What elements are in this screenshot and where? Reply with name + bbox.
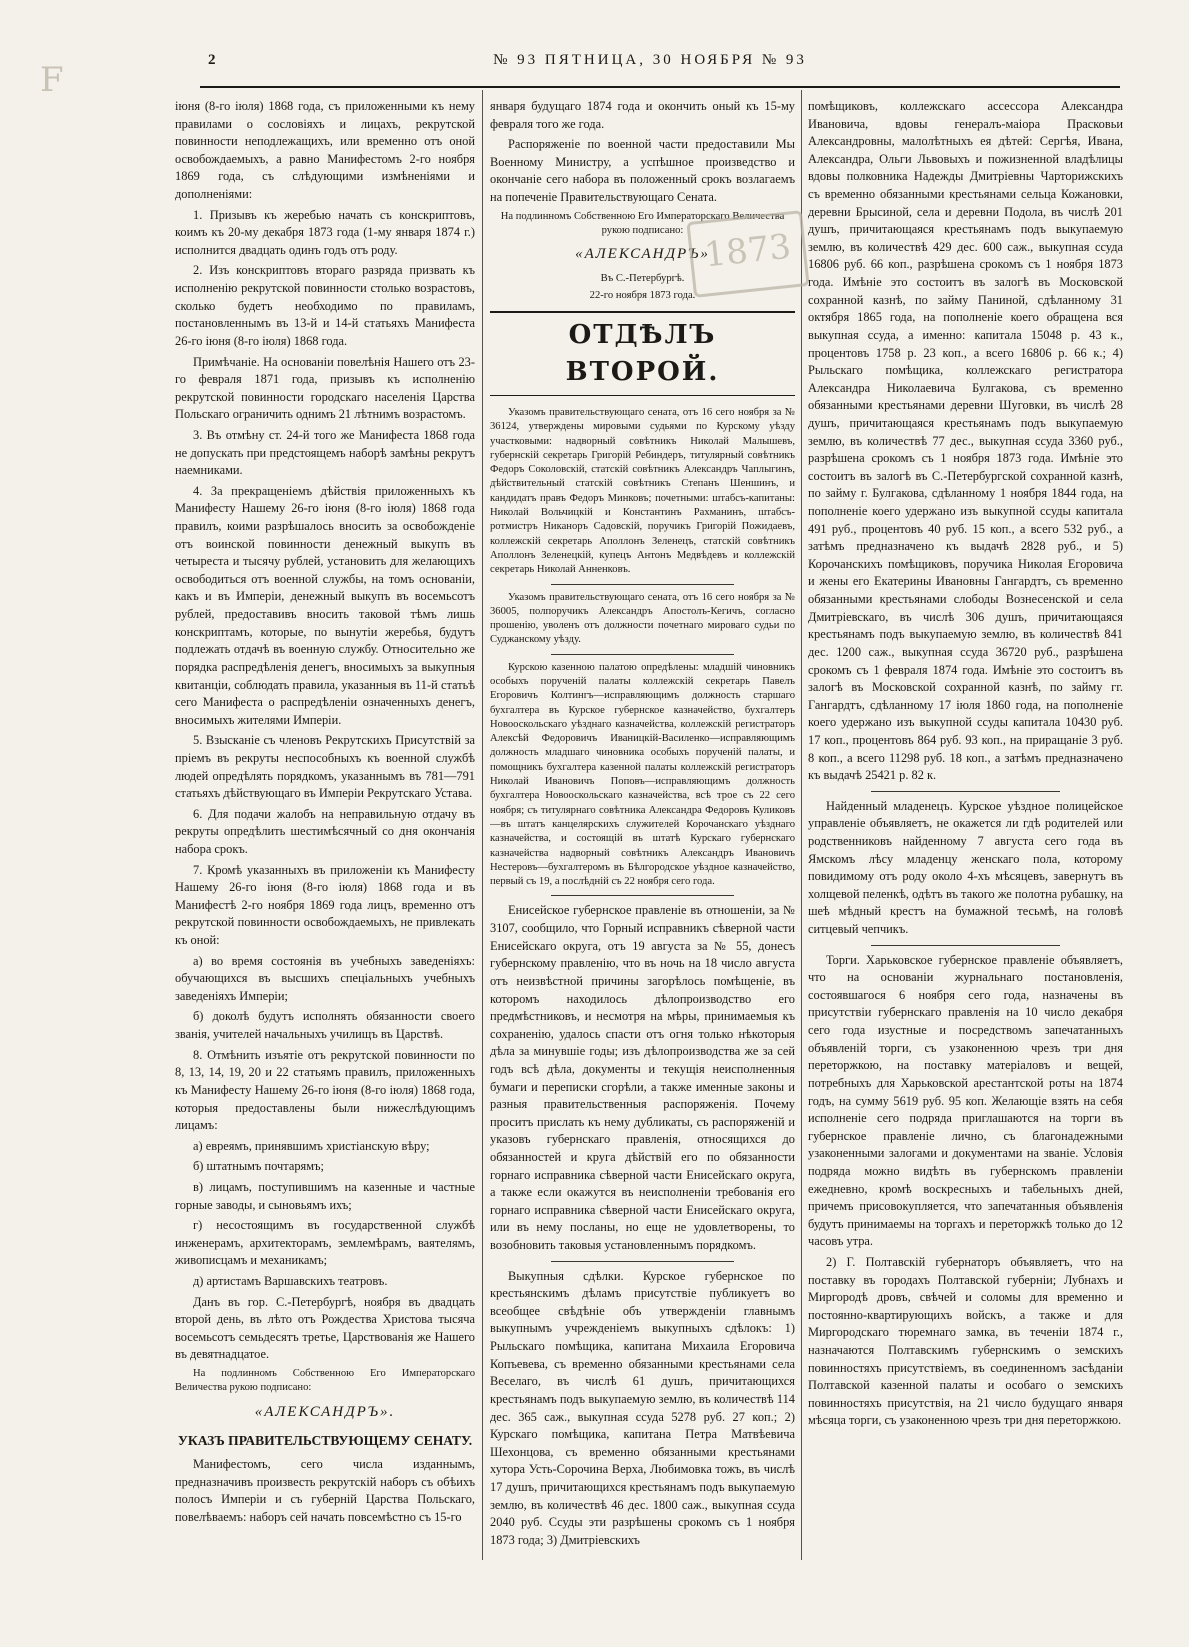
paragraph: Примѣчаніе. На основаніи повелѣнія Нашего отъ 23-го февраля 1871 года, призывъ къ исполненію рекрутской повинности городскаго населенія Царства Польскаго ограничить однимъ 21 лѣтнимъ возрастомъ. (175, 354, 475, 422)
paragraph: Выкупныя сдѣлки. Курское губернское по крестьянскимъ дѣламъ присутствіе публикуетъ во всеобщее свѣдѣніе объ утвержденіи главнымъ выкупнымъ учрежденіемъ выкупныхъ сдѣлокъ: 1) Рыльскаго помѣщика, капитана Михаила Егоровича Копъевева, съ временно обязанными крестьянами села Веселаго, въ числѣ 61 душъ, причитающихся крестьянамъ подъ выкупаемую землю, въ количествѣ 114 дес. 365 саж., выкупная ссуда 5278 руб. 27 коп.; 2) Курскаго помѣщика, капитана Петра Матвѣевича Шехонцова, съ временно обязанными крестьянами хутора Усть-Сорочина Верха, Любимовка тожъ, въ числѣ 17 душъ, причитающихся крестьянамъ подъ выкупаемую землю, въ количествѣ 46 дес. 1800 саж., выкупная ссуда 2040 руб. Ссуды эти разрѣшены срокомъ съ 1 ноября 1873 года; 3) Дмитріевскихъ (490, 1268, 795, 1547)
paragraph: б) доколѣ будутъ исполнять обязанности своего званія, учителей начальныхъ училищъ въ Царствѣ. (175, 1009, 475, 1042)
page-header (180, 46, 1120, 74)
signature: «АЛЕКСАНДРЪ» (575, 246, 710, 263)
list-item: г) несостоящимъ въ государственной службѣ инженерамъ, архитекторамъ, землемѣрамъ, ваятелямъ, живописцамъ и механикамъ; (175, 1218, 475, 1268)
paragraph: Манифестомъ, сего числа изданнымъ, предназначивъ произвесть рекрутскій наборъ съ обѣихъ полосъ Имперіи и съ губерній Царства Польскаго, повелѣваемъ: наборъ сей начать повсемѣстно съ 15-го (175, 1457, 475, 1525)
paragraph: Указомъ правительствующаго сената, отъ 16 сего ноября за № 36005, полпоручикъ Александръ Апостолъ-Кегичъ, согласно прошенію, уволенъ отъ должности почетнаго мироваго судьи по Суджанскому уѣзду. (490, 591, 795, 646)
paragraph: Данъ въ гор. С.-Петербургѣ, ноября въ двадцать второй день, въ лѣто отъ Рождества Христова тысяча восемьсотъ семьдесятъ третье, Царствованія же Нашего въ девятнадцатое. (175, 1294, 475, 1362)
paragraph: помѣщиковъ, коллежскаго ассессора Александра Ивановича, вдовы генералъ-маіора Прасковьи Александровны, малолѣтныхъ ея дѣтей: Сергѣя, Ивана, Александра, Ольги Львовыхъ и пожизненной владѣлицы вдовы полковника Надежды Дмитріевны Чарторижскихъ съ временно обязанными крестьянами сельца Кожановки, деревни Брысиной, села и деревни Подола, въ числѣ 201 душъ, причитающаяся крестьянамъ подъ выкупаемую землю, въ количествѣ 429 дес. 600 саж., выкупная ссуда 16806 руб. 66 коп., разрѣшена срокомъ съ 1 ноября 1873 года. Имѣніе это состоитъ въ залогѣ въ Московской сохранной казнѣ, по займу Паниной, сдѣланному 31 октября 1865 года, на пополненіе коего обращена вся выкупная ссуда, а именно: капитала 15048 р. 43 к., процентовъ 1758 р. 23 коп., а всего 16806 р. 66 к.; 4) Рыльскаго помѣщика, коллежскаго регистратора Александра Николаевича Булгакова, съ временно обязанными крестьянами деревни Шуговки, въ числѣ 28 душъ, причитающаяся крестьянамъ подъ выкупаемую землю, въ количествѣ 77 дес., выкупная ссуда 3360 руб., разрѣшена срокомъ съ 1 ноября 1873 года. Имѣніе это состоитъ въ залогѣ въ С.-Петербургской сохранной казнѣ, по займу г. Булгакова, сдѣланному 1 ноября 1844 года, на пополненіе коего удержано изъ выкупной ссуды капитала 491 руб., процентовъ 40 руб. 15 коп., а всего 532 руб., а затѣмъ предназначено къ выдачѣ 2828 руб., и 5) Корочанскихъ помѣщиковъ, поручика Николая Егоровича и жены его Екатерины Ивановны Гангардтъ, съ временно обязанными крестьянами слободы Вознесенской и села Дмитріевскаго, въ числѣ 306 душъ, причитающаяся крестьянамъ подъ выкупаемую землю, въ количествѣ 841 дес. 1200 саж., выкупная ссуда 36720 руб., разрѣшена срокомъ съ 1 февраля 1874 года. Имѣніе это состоитъ въ залогѣ въ Московской сохранной казнѣ, по займу гг. Гангардтъ, сдѣланному 17 іюля 1860 года, на пополненіе коего удержано изъ выкупной ссуды капитала 10430 руб. 17 коп., процентовъ 864 руб. 93 коп., на приращаніе 3 руб. 8 коп., а всего 11298 руб. 18 коп., а затѣмъ предназначено къ выдачѣ 25421 р. 82 к. (808, 99, 1123, 783)
paragraph: 4. За прекращеніемъ дѣйствія приложенныхъ къ Манифесту Нашему 26-го іюня (8-го іюля) 1868 года правилъ, коими разрѣшалось вносить за освобожденіе отъ воинской повинности денежный выкупъ въ четыреста и тысячу рублей, установить для желающихъ освободиться отъ военной службы, на томъ основаніи, какъ и въ Имперіи, денежный выкупъ въ восемьсотъ рублей, предоставивъ вносить таковой тѣмъ лишь конскриптамъ, которые, по вынутіи жеребья, будутъ подлежать отдачѣ въ военную службу. Относительно же порядка распредѣленія денегъ, вносимыхъ за выкупныя квитанціи, соблюдать правила, указанныя въ 11-й статьѣ сего Манифеста о распредѣленіи означенныхъ денегъ, вносимыхъ жителями Имперіи. (175, 483, 475, 727)
divider (871, 945, 1060, 946)
column-right (808, 98, 1123, 1588)
paragraph: а) во время состоянія въ учебныхъ заведеніяхъ: обучающихся въ высшихъ спеціальныхъ учебныхъ заведеніяхъ Имперіи; (175, 953, 475, 1003)
column-left (175, 98, 475, 1588)
stamp: 1873 (686, 210, 809, 298)
signature: «АЛЕКСАНДРЪ». (254, 1403, 396, 1420)
paragraph: 2. Изъ конскриптовъ втораго разряда призвать къ исполненію рекрутской повинности столько возрастовъ, сколько будетъ необходимо по правиламъ, постановленнымъ въ 13-й и 14-й статьяхъ Манифеста 26-го іюня (8-го іюля) 1868 года. (175, 263, 475, 348)
list-item: б) штатнымъ почтарямъ; (193, 1159, 324, 1174)
date: 22-го ноября 1873 года. (589, 289, 696, 301)
paragraph: Распоряженіе по военной части предоставили Мы Военному Министру, а успѣшное произведство и окончаніе сего набора въ положенный срокъ возлагаемъ на попеченіе Правительствующаго Сената. (490, 137, 795, 205)
paragraph: 7. Кромѣ указанныхъ въ приложеніи къ Манифесту Нашему 26-го іюня (8-го іюля) 1868 года и въ Манифестѣ 2-го ноября 1869 года лицъ, временно отъ рекрутской повинности освобождаемыхъ, не привлекать къ оной: (175, 862, 475, 948)
paragraph: 1. Призывъ къ жеребью начать съ конскриптовъ, коимъ къ 20-му декабря 1873 года (1-му января 1874 г.) исполнится двадцать одинъ годъ отъ роду. (175, 207, 475, 257)
paragraph: Енисейское губернское правленіе въ отношеніи, за № 3107, сообщило, что Горный исправникъ сѣверной части Енисейскаго округа, отъ 19 августа за № 55, донесъ губернскому правленію, что въ ночь на 18 число августа отъ неизвѣстной причины загорѣлось помѣщеніе, въ которомъ находилось дѣлопроизводство его предмѣстниковъ, и несмотря на мѣры, принимаемыя къ сохраненію, удалось спасти отъ огня только нѣкоторыя дѣла за минувшіе годы; изъ дѣлопроизводства же за сей годъ всѣ дѣла, документы и текущія неисполненныя бумаги и переписки сгорѣли, а также именные законы и разныя правительственныя распоряженія. Почему проситъ прислать къ нему дубликаты, съ распоряженій и указовъ губернскаго правленія, относящихся до обязанностей и круга дѣйствій его по обязанности горнаго исправника сѣверной части Енисейскаго округа, а также если окажутся въ неисполненіи требованія его горнаго исправника сѣверной части Енисейскаго округа, или въ нему посланы, но еще не удовлетворены, то возобновить таковыя установленнымъ порядкомъ. (490, 903, 795, 1253)
paragraph: 8. Отмѣнить изъятіе отъ рекрутской повинности по 8, 13, 14, 19, 20 и 22 статьямъ правилъ, приложенныхъ къ Манифесту Нашему 26-го іюня (8-го іюля) 1868 года, которыя предоставлены были нижеслѣдующимъ лицамъ: (175, 1047, 475, 1133)
list-item: в) лицамъ, поступившимъ на казенные и частные горные заводы, и сыновьямъ ихъ; (175, 1179, 475, 1212)
paragraph: 3. Въ отмѣну ст. 24-й того же Манифеста 1868 года не допускать при предстоящемъ наборѣ замѣны рекрутъ наемниками. (175, 427, 475, 478)
paragraph: 6. Для подачи жалобъ на неправильную отдачу въ рекруты опредѣлить шестимѣсячный со дня окончанія набора срокъ. (175, 806, 475, 856)
paragraph: января будущаго 1874 года и окончить оный къ 15-му февраля того же года. (490, 99, 795, 131)
divider (551, 584, 734, 585)
signature-note: На подлинномъ Собственною Его Императорскаго Величества рукою подписано: (500, 210, 785, 236)
section-title: ОТДѢЛЪ ВТОРОЙ. (490, 311, 795, 396)
column-divider (801, 90, 802, 1560)
list-item: а) евреямъ, принявшимъ христіанскую вѣру; (193, 1138, 430, 1153)
paragraph: іюня (8-го іюля) 1868 года, съ приложенными къ нему правилами о сословіяхъ и лицахъ, рекрутской повинности неподлежащихъ, или временно отъ оной освобождаемыхъ, а равно Манифестомъ 2-го ноября 1869 года, съ слѣдующими измѣненіями и дополненіями: (175, 99, 475, 202)
divider (551, 895, 734, 896)
paragraph: 5. Взысканіе съ членовъ Рекрутскихъ Присутствій за пріемъ въ рекруты неспособныхъ къ военной службѣ людей опредѣлять порядкомъ, указаннымъ въ 781—791 статьяхъ дѣйствующаго въ Имперіи Рекрутскаго Устава. (175, 733, 475, 801)
divider (551, 654, 734, 655)
paragraph: Указомъ правительствующаго сената, отъ 16 сего ноября за № 36124, утверждены мировыми судьями по Курскому уѣзду участковыми: надворный совѣтникъ Николай Малышевъ, губернскій секретарь Григорій Ребиндеръ, титулярный совѣтникъ Федоръ Соколовскій, статскій совѣтникъ Александръ Чаплыгинъ, дѣйствительный статскій совѣтникъ Степанъ Шеншинъ, и кандидатъ правъ Федоръ Минковъ; почетными: штабсъ-капитаны: Николай Вольчицкій и Константинъ Рахманинъ, штабсъ-ротмистръ Никаноръ Садовскій, поручикъ Григорій Пожидаевъ, коллежскій секретарь Аполлонъ Зеленецъ, статскій совѣтникъ Аполлонъ Зеленецкій, купецъ Антонъ Медвѣдевъ и коллежскій секретарь Николай Анненковъ. (490, 406, 795, 576)
header-rule (200, 86, 1120, 88)
paragraph: Курскою казенною палатою опредѣлены: младшій чиновникъ особыхъ порученій палаты коллежскій секретарь Павелъ Егоровичъ Колтингъ—исправляющимъ должность старшаго бухгалтера въ Курское губернское казначейство, бухгалтеръ Новооскольскаго уѣзднаго казначейства, коллежскій регистраторъ Алексѣй Федоровичъ Иваницкій-Василенко—исправляющимъ должность младшаго чиновника особыхъ порученій палаты, и помощникъ бухгалтера казенной палаты коллежскій регистраторъ Николай Ивановичъ Поповъ—исправляющимъ должность бухгалтера Новооскольскаго казначейства, всѣ трое съ 22 сего ноября; съ титулярнаго совѣтника Александра Федоровъ Куликовъ—въ штатъ канцелярскихъ служителей Корочанскаго уѣзднаго казначейства, и состоящій въ штатѣ Курскаго губернскаго казначейства надворный совѣтникъ Александръ Ивановичъ Нестеровъ—бухгалтеромъ въ Бѣлгородское уѣздное казначейство, первый съ 19, а послѣдній съ 22 ноября сего года. (490, 661, 795, 888)
page-number: 2 (208, 52, 216, 68)
paragraph: 2) Г. Полтавскій губернаторъ объявляетъ, что на поставку въ городахъ Полтавской губерніи; Лубнахъ и Миргородѣ дровъ, свѣчей и соломы для временно и постоянно-квартирующихъ войскъ, а также и для Миргородскаго тюремнаго замка, въ теченіи 1874 г., назначаются Полтавскимъ губернскимъ о земскихъ повинностяхъ присутствіемъ, въ соединенномъ засѣданіи Полтавской казенной палаты и особаго о земскихъ повинностяхъ присутствія, на 21 число будущаго января мѣсяца торги, съ узаконенною чрезъ три дня переторжкою. (808, 1255, 1123, 1428)
column-middle (490, 98, 795, 1588)
list-item: д) артистамъ Варшавскихъ театровъ. (193, 1274, 388, 1288)
section-heading: УКАЗЪ ПРАВИТЕЛЬСТВУЮЩЕМУ СЕНАТУ. (177, 1432, 473, 1448)
running-head: № 93 ПЯТНИЦА, 30 НОЯБРЯ № 93 (493, 52, 807, 68)
place: Въ С.-Петербургѣ. (600, 272, 685, 284)
margin-mark: F (40, 60, 64, 100)
paragraph: Найденный младенецъ. Курское уѣздное полицейское управленіе объявляетъ, не окажется ли гдѣ родителей или родственниковъ найденному 7 августа сего года въ Ямскомъ лѣсу младенцу женскаго пола, которому повидимому отъ роду около 4-хъ мѣсяцевъ, завернутъ въ холщевой пеленкѣ, одѣтъ въ такого же полотна рубашку, на шеѣ мѣдный крестъ на бумажной тесьмѣ, на головѣ ситцевый чепчикъ. (808, 798, 1123, 937)
paragraph: Торги. Харьковское губернское правленіе объявляетъ, что на основаніи журнальнаго постановленія, состоявшагося 6 ноября сего года, назначены въ присутствіи губернскаго правленія на 10 число декабря сего года изустные и посредствомъ запечатанныхъ объявленій торги, съ узаконенною чрезъ три дня переторжкою, на поставку матеріаловъ и вещей, потребныхъ для Харьковской арестантской роты на 1874 годъ, на сумму 5619 руб. 95 коп. Желающіе взять на себя исполненіе сего подряда приглашаются на торги въ губернское правленіе лично, съ благонадежными узаконенными залогами и документами на званіе. Условія подряда можно видѣть въ губернскомъ правленіи ежедневно, кромѣ воскресныхъ и табельныхъ дней, причемъ присовокупляется, что запечатанныя объявленія будутъ принимаемы на торгахъ и переторжкѣ только до 12 часовъ утра. (808, 952, 1123, 1249)
divider (551, 1261, 734, 1262)
column-divider (482, 90, 483, 1560)
divider (871, 791, 1060, 792)
signature-note: На подлинномъ Собственною Его Императорскаго Величества рукою подписано: (175, 1368, 475, 1394)
